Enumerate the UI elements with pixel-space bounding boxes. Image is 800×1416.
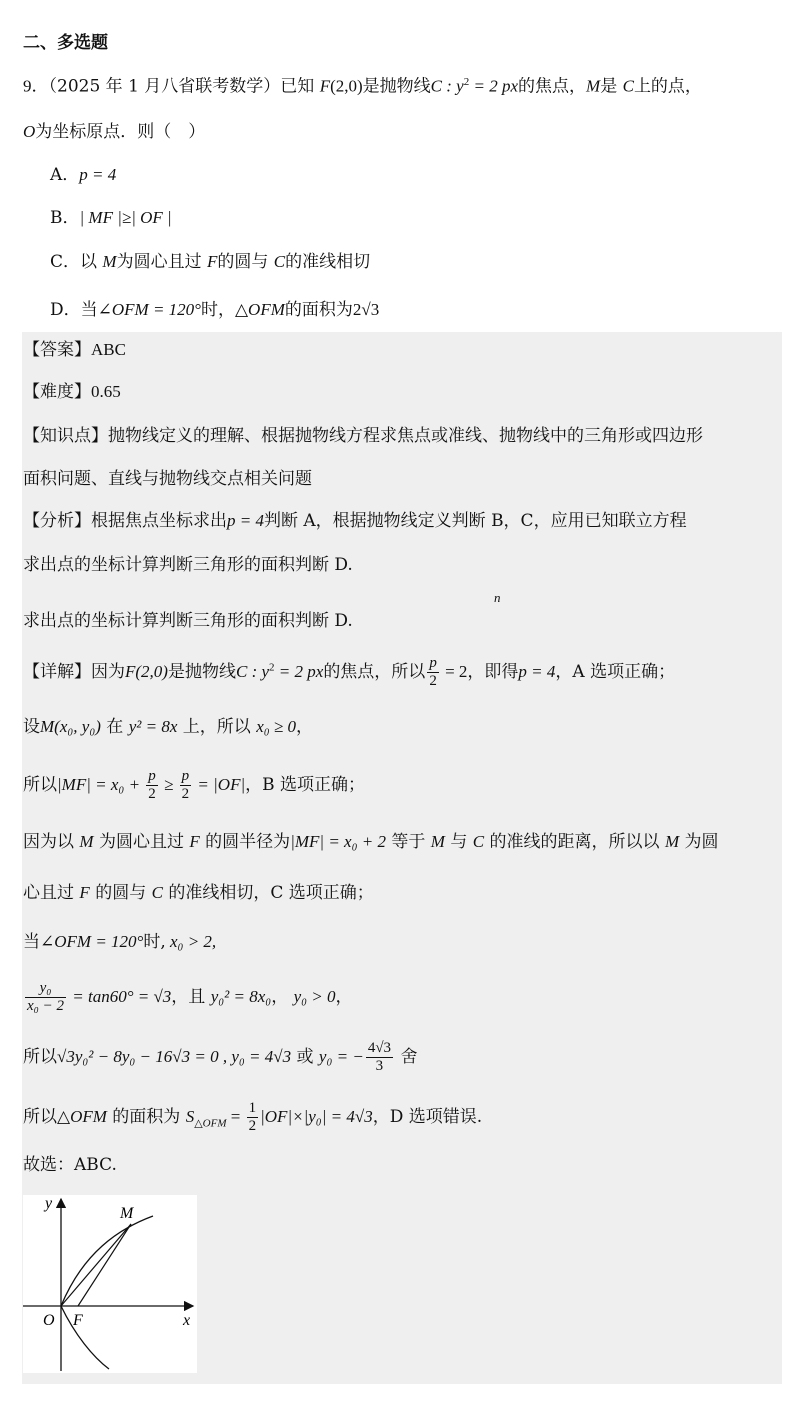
detail-math: C <box>235 662 248 681</box>
segment-OM <box>61 1224 131 1306</box>
detail-text: 所以 <box>23 1107 57 1127</box>
option-c <box>50 250 370 274</box>
stem-text: 上的点， <box>633 76 702 97</box>
difficulty-line <box>23 380 121 404</box>
option-math: 2√3 <box>352 300 380 319</box>
detail-math: M <box>40 717 55 736</box>
fraction-den: x₀ − 2 <box>27 998 64 1014</box>
detail-text: 当 <box>23 932 40 952</box>
fraction <box>247 1100 259 1135</box>
segment-FM <box>78 1224 131 1306</box>
detail-tag: 【详解】 <box>23 662 91 682</box>
knowledge-line2: 面积问题、直线与抛物线交点相关问题 <box>23 469 312 489</box>
detail-text: 与 <box>444 832 473 852</box>
fraction-den: 2 <box>148 786 156 802</box>
detail-line2 <box>23 715 313 739</box>
detail-line7 <box>23 980 353 1015</box>
detail-text: ，A 选项正确； <box>555 662 676 682</box>
option-text: 的准线相切 <box>285 252 371 272</box>
option-text: 的圆与 <box>217 252 274 272</box>
detail-text: ， <box>271 987 294 1007</box>
label-F: F <box>73 1312 83 1329</box>
math-C: C <box>622 76 634 96</box>
stem-text: 为坐标原点．则（ ） <box>35 122 206 142</box>
stem-text: 的焦点， <box>518 76 587 97</box>
detail-math: ≥ <box>159 775 178 794</box>
stem-text: 是抛物线 <box>362 76 431 97</box>
parabola-curve <box>61 1216 153 1369</box>
detail-line8 <box>23 1040 417 1075</box>
detail-text: 为圆 <box>679 832 719 852</box>
question-number: 9． <box>23 76 49 96</box>
fraction-den: 3 <box>375 1058 384 1074</box>
detail-math: F <box>189 832 200 851</box>
detail-math: △OFM <box>57 1107 107 1126</box>
option-text: 的面积为 <box>284 300 353 320</box>
detail-math: |MF| = x₀ + <box>57 775 145 794</box>
fraction-den: 2 <box>429 673 437 689</box>
detail-math: F <box>79 883 90 902</box>
fraction-num: 4√3 <box>367 1040 392 1056</box>
detail-math: |OF|×|y₀| = 4√3 <box>260 1107 373 1126</box>
detail-text: 设 <box>23 717 40 737</box>
detail-math: x₀ ≥ 0 <box>256 717 296 736</box>
detail-text: 因为以 <box>23 832 80 852</box>
fraction-num: p <box>181 768 190 784</box>
detail-text: 的圆与 <box>89 883 152 903</box>
difficulty-tag: 【难度】 <box>23 382 91 402</box>
detail-text: 等于 <box>385 832 431 852</box>
label-O: O <box>43 1312 55 1329</box>
answer-tag: 【答案】 <box>23 340 91 360</box>
label-y: y <box>45 1195 53 1212</box>
knowledge-tag: 【知识点】 <box>23 426 108 446</box>
detail-text: 的面积为 <box>106 1107 186 1127</box>
detail-text: 上，所以 <box>177 717 257 737</box>
fraction-num: p <box>429 655 437 671</box>
option-text: 时， <box>200 300 235 320</box>
detail-math: y₀ > 0 <box>293 987 336 1006</box>
math-O: O <box>23 122 36 141</box>
detail-text: 的焦点，所以 <box>323 662 426 682</box>
analysis-text: 判断 A，根据抛物线定义判断 B，C，应用已知联立方程 <box>263 511 687 531</box>
detail-text: 在 <box>100 717 129 737</box>
question-stem-line1 <box>23 70 702 99</box>
detail-text: 心且过 <box>23 883 80 903</box>
analysis-duplicate-line: 求出点的坐标计算判断三角形的面积判断 D. <box>23 611 353 631</box>
detail-math: = tan60° = √3 <box>68 987 172 1006</box>
analysis-text: 根据焦点坐标求出 <box>91 511 227 531</box>
detail-text: ，B 选项正确； <box>245 775 366 795</box>
detail-text: ，即得 <box>467 662 519 682</box>
option-b <box>50 206 172 230</box>
detail-text: 所以 <box>23 1047 57 1067</box>
difficulty-value: 0.65 <box>91 382 121 401</box>
detail-text: 时, <box>143 932 166 952</box>
option-math: △OFM <box>234 300 285 319</box>
fraction-num: p <box>148 768 156 784</box>
fraction-den: 2 <box>181 786 190 802</box>
knowledge-text: 抛物线定义的理解、根据抛物线方程求焦点或准线、抛物线中的三角形或四边形 <box>108 426 703 446</box>
detail-math: S <box>185 1107 195 1126</box>
fraction <box>180 768 192 803</box>
math-C: C <box>273 252 286 271</box>
option-math: p = 4 <box>79 165 117 184</box>
detail-text: 因为 <box>91 662 125 682</box>
fraction-num: 1 <box>248 1100 257 1116</box>
fraction-num: y₀ <box>25 980 66 998</box>
detail-text: 所以 <box>23 775 57 795</box>
detail-line3 <box>23 768 365 803</box>
detail-math: = 2 px <box>274 662 324 681</box>
detail-math: = |OF| <box>193 775 246 794</box>
math-sub: △OFM <box>194 1117 227 1130</box>
math-eq-rhs: = 2 px <box>469 76 519 96</box>
detail-line5 <box>23 881 374 905</box>
detail-math: M <box>430 832 445 851</box>
detail-text: 的圆半径为 <box>199 832 291 852</box>
detail-text: ，且 <box>171 987 211 1007</box>
detail-math: p = 4 <box>518 662 556 681</box>
analysis-line2: 求出点的坐标计算判断三角形的面积判断 D. <box>23 555 353 575</box>
detail-math: x₀ > 2, <box>165 932 217 951</box>
detail-line1 <box>23 655 675 690</box>
parabola-figure-svg <box>23 1195 197 1373</box>
stem-text: 是 <box>600 76 623 97</box>
detail-math: = 2 <box>440 662 468 681</box>
detail-math: ∠OFM = 120° <box>40 932 144 951</box>
option-math: ∠OFM = 120° <box>97 300 201 319</box>
math-sup: 2 <box>463 76 470 88</box>
math-eq: : y <box>442 76 464 96</box>
stem-text: 已知 <box>280 76 320 97</box>
parabola-figure <box>23 1195 197 1373</box>
option-a <box>50 163 116 187</box>
detail-math: (x₀, y₀) <box>54 717 101 736</box>
label-x: x <box>183 1312 191 1329</box>
detail-text: 是抛物线 <box>167 662 236 682</box>
detail-line6 <box>23 930 216 954</box>
math-F-coord: (2,0) <box>330 76 363 96</box>
fraction-den: 2 <box>248 1118 257 1134</box>
question-stem-line2 <box>23 120 205 144</box>
detail-text: 的准线相切，C 选项正确； <box>162 883 374 903</box>
option-text: 为圆心且过 <box>116 252 207 272</box>
detail-text: 为圆心且过 <box>93 832 190 852</box>
math-M: M <box>586 76 601 96</box>
detail-math: C <box>472 832 485 851</box>
answer-line <box>23 338 126 362</box>
option-math: | MF |≥| OF | <box>79 208 172 227</box>
detail-math: M <box>664 832 680 851</box>
detail-math: y₀² = 8x₀ <box>210 987 272 1006</box>
detail-math: = <box>226 1107 245 1126</box>
math-sup: 2 <box>269 661 275 674</box>
detail-text: 或 <box>291 1047 319 1067</box>
detail-text: ， <box>335 987 353 1007</box>
option-label: D．当 <box>50 300 98 320</box>
math-F: F <box>319 76 331 96</box>
option-d <box>50 298 379 322</box>
detail-math: y² = 8x <box>128 717 178 736</box>
detail-math: F(2,0) <box>125 662 168 681</box>
math-F: F <box>207 252 218 271</box>
option-label: B． <box>50 208 80 228</box>
detail-math: M <box>79 832 94 851</box>
analysis-math: p = 4 <box>227 511 264 530</box>
analysis-tag: 【分析】 <box>23 511 91 531</box>
detail-line4 <box>23 830 719 854</box>
detail-math: : y <box>247 662 270 681</box>
section-title: 二、多选题 <box>23 33 108 53</box>
fraction <box>427 655 439 690</box>
question-source: （2025 年 1 月八省联考数学） <box>48 76 281 97</box>
detail-text: 舍 <box>395 1047 418 1067</box>
detail-text: 的准线的距离，所以以 <box>484 832 665 852</box>
detail-math: y₀ = − <box>318 1047 364 1066</box>
math-C: C <box>430 76 443 96</box>
math-M: M <box>102 252 117 271</box>
detail-math: √3y₀² − 8y₀ − 16√3 = 0 , y₀ = 4√3 <box>57 1047 292 1066</box>
analysis-line1 <box>23 509 687 533</box>
fraction <box>366 1040 393 1075</box>
detail-line10: 故选：ABC. <box>23 1155 117 1175</box>
fraction <box>25 980 66 1015</box>
option-label: C．以 <box>50 252 103 272</box>
option-label: A． <box>50 165 80 185</box>
stray-glyph: n <box>494 590 501 605</box>
label-M: M <box>120 1205 134 1222</box>
answer-value: ABC <box>91 340 126 359</box>
detail-math: C <box>151 883 163 902</box>
fraction <box>146 768 158 803</box>
knowledge-line1 <box>23 424 703 448</box>
detail-line9 <box>23 1100 482 1135</box>
detail-text: ，D 选项错误. <box>372 1107 483 1127</box>
detail-math: |MF| = x₀ + 2 <box>290 832 386 851</box>
detail-text: ， <box>296 717 313 737</box>
